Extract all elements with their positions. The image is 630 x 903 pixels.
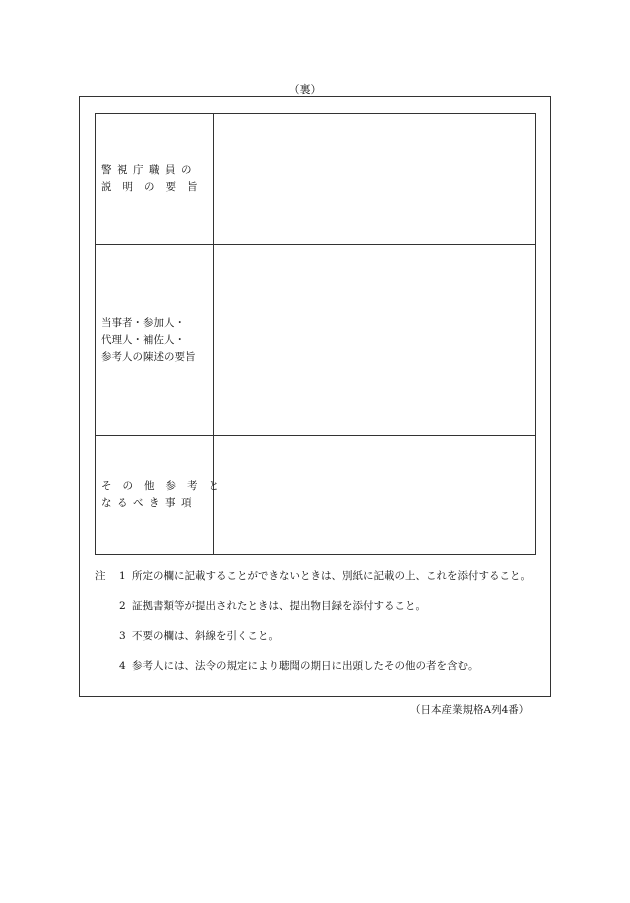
note-item xyxy=(95,658,545,674)
label-line: 警視庁職員の xyxy=(101,164,197,176)
label-line: なるべき事項 xyxy=(101,497,197,509)
note-number: 1 xyxy=(119,570,126,582)
note-text: 参考人には、法令の規定により聴聞の期日に出頭したその他の者を含む。 xyxy=(132,660,479,672)
note-number: 3 xyxy=(119,630,126,642)
note-text: 不要の欄は、斜線を引くこと。 xyxy=(132,630,279,642)
row-party-statement xyxy=(96,245,535,436)
note-item xyxy=(95,628,545,644)
label-line: 説明の要旨 xyxy=(101,181,209,193)
other-matters-field[interactable] xyxy=(214,436,535,554)
note-text: 所定の欄に記載することができないときは、別紙に記載の上、これを添付すること。 xyxy=(132,570,531,582)
note-item xyxy=(95,598,545,614)
party-statement-field[interactable] xyxy=(214,245,535,435)
label-line: その他参考と xyxy=(101,480,230,492)
label-cell xyxy=(96,436,230,554)
note-text: 証拠書類等が提出されたときは、提出物目録を添付すること。 xyxy=(132,600,426,612)
note-number: 2 xyxy=(119,600,126,612)
label-line: 代理人・補佐人・ xyxy=(101,333,185,346)
standard-label: （日本産業規格A列4番） xyxy=(410,704,530,716)
label-line: 当事者・参加人・ xyxy=(101,316,185,329)
row-other-matters xyxy=(96,436,535,554)
side-label: （裏） xyxy=(288,83,322,96)
row-staff-explanation xyxy=(96,114,535,245)
staff-explanation-field[interactable] xyxy=(214,114,535,244)
notes-heading: 注 xyxy=(95,570,106,582)
note-item xyxy=(95,568,545,584)
label-cell xyxy=(96,114,214,244)
note-number: 4 xyxy=(119,660,126,672)
label-cell xyxy=(96,245,214,435)
label-line: 参考人の陳述の要旨 xyxy=(101,350,196,363)
form-table xyxy=(95,113,536,555)
notes-section xyxy=(95,568,545,674)
